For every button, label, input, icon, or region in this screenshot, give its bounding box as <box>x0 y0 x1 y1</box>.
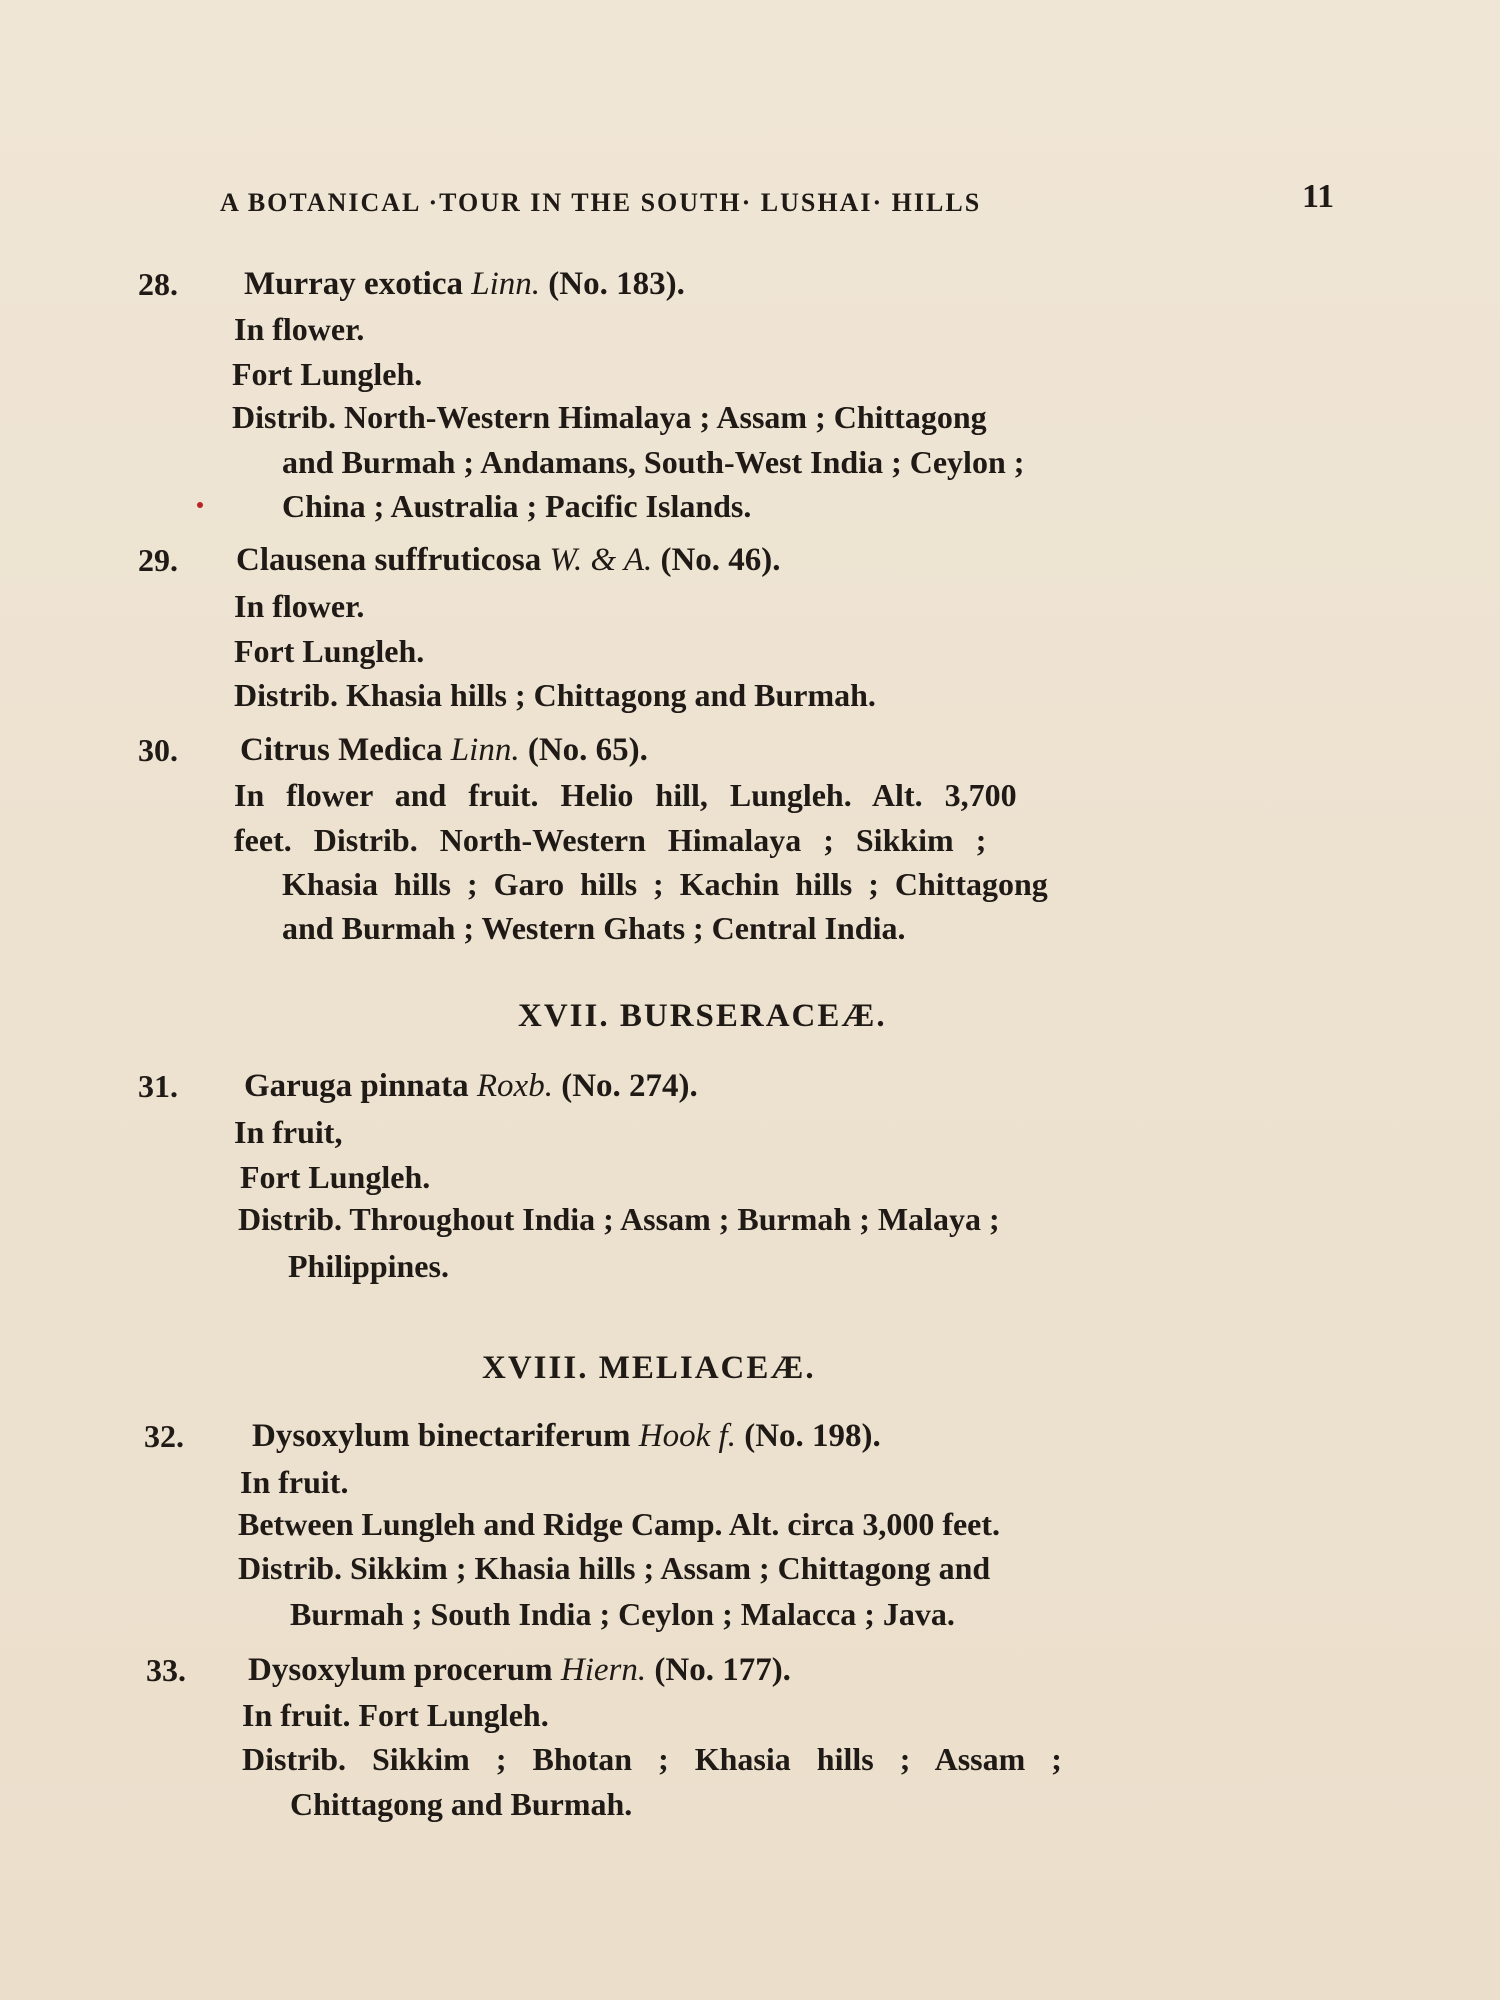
entry-line: In flower. <box>234 588 365 624</box>
species-authority: Hook f. <box>638 1418 736 1454</box>
entry-title <box>244 1068 698 1105</box>
entry-number: 33. <box>146 1652 186 1688</box>
page-number: 11 <box>1302 178 1335 215</box>
entry-line: In flower. <box>234 311 365 347</box>
entry-line: Distrib. Khasia hills ; Chittagong and Burmah. <box>234 677 876 713</box>
entry-title <box>252 1418 881 1455</box>
ink-spot <box>197 502 203 508</box>
species-authority: Linn. <box>450 732 520 768</box>
entry-line: Khasia hills ; Garo hills ; Kachin hills ; Chittagong <box>282 866 1048 902</box>
specimen-ref: (No. 198). <box>744 1418 881 1454</box>
section-heading: XVIII. MELIACEÆ. <box>482 1350 816 1386</box>
running-head: A BOTANICAL ·TOUR IN THE SOUTH· LUSHAI· HILLS <box>220 188 982 217</box>
entry-title <box>240 732 648 769</box>
species-name: Murray exotica <box>244 266 463 302</box>
entry-line: Burmah ; South India ; Ceylon ; Malacca ; Java. <box>290 1596 955 1632</box>
entry-line: In flower and fruit. Helio hill, Lungleh. Alt. 3,700 <box>234 777 1017 813</box>
entry-line: Distrib. North-Western Himalaya ; Assam ; Chittagong <box>232 399 987 435</box>
entry-line: and Burmah ; Western Ghats ; Central India. <box>282 910 906 946</box>
entry-line: In fruit, <box>234 1114 343 1150</box>
entry-line: Distrib. Sikkim ; Bhotan ; Khasia hills ; Assam ; <box>242 1741 1062 1777</box>
entry-line: Distrib. Throughout India ; Assam ; Burmah ; Malaya ; <box>238 1201 1000 1237</box>
entry-number: 29. <box>138 542 178 578</box>
entry-line: Between Lungleh and Ridge Camp. Alt. circa 3,000 feet. <box>238 1506 1001 1542</box>
specimen-ref: (No. 65). <box>527 732 648 768</box>
entry-line: In fruit. <box>240 1464 349 1500</box>
entry-line: Distrib. Sikkim ; Khasia hills ; Assam ; Chittagong and <box>238 1550 991 1586</box>
species-name: Garuga pinnata <box>244 1068 469 1104</box>
specimen-ref: (No. 46). <box>660 542 781 578</box>
entry-line: China ; Australia ; Pacific Islands. <box>282 488 752 524</box>
entry-line: feet. Distrib. North-Western Himalaya ; Sikkim ; <box>234 822 987 858</box>
species-name: Clausena suffruticosa <box>236 542 542 578</box>
entry-line: Fort Lungleh. <box>234 633 425 669</box>
species-name: Citrus Medica <box>240 732 443 768</box>
entry-title <box>236 542 781 579</box>
species-name: Dysoxylum binectariferum <box>252 1418 631 1454</box>
entry-title <box>248 1652 791 1689</box>
entry-line: In fruit. Fort Lungleh. <box>242 1697 549 1733</box>
entry-number: 30. <box>138 732 178 768</box>
species-authority: W. & A. <box>549 542 653 578</box>
species-authority: Roxb. <box>476 1068 553 1104</box>
entry-line: and Burmah ; Andamans, South-West India ; Ceylon ; <box>282 444 1025 480</box>
species-authority: Hiern. <box>560 1652 647 1688</box>
section-heading: XVII. BURSERACEÆ. <box>518 998 887 1034</box>
species-authority: Linn. <box>471 266 541 302</box>
species-name: Dysoxylum procerum <box>248 1652 553 1688</box>
entry-line: Philippines. <box>288 1248 449 1284</box>
entry-line: Fort Lungleh. <box>240 1159 431 1195</box>
entry-number: 32. <box>144 1418 184 1454</box>
specimen-ref: (No. 274). <box>561 1068 698 1104</box>
specimen-ref: (No. 177). <box>654 1652 791 1688</box>
specimen-ref: (No. 183). <box>548 266 685 302</box>
entry-line: Fort Lungleh. <box>232 356 423 392</box>
entry-line: Chittagong and Burmah. <box>290 1786 633 1822</box>
entry-title <box>244 266 685 303</box>
entry-number: 31. <box>138 1068 178 1104</box>
entry-number: 28. <box>138 266 178 302</box>
